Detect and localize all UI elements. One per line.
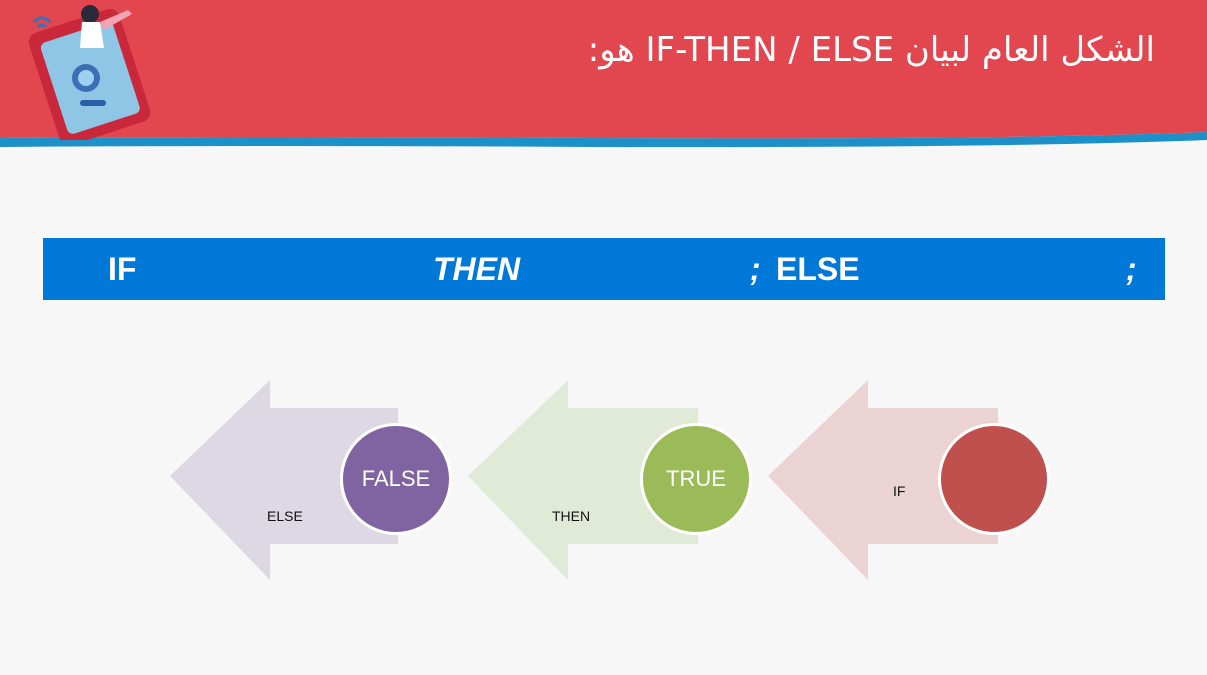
banner-shape [0,0,1207,160]
true-circle [640,423,752,535]
if-keyword: IF [108,251,137,287]
if-circle [938,423,1050,535]
then-keyword: THEN [433,251,521,287]
phone-illustration-icon [20,0,160,140]
flow-diagram [0,370,1207,590]
false-label: FALSE [361,466,431,491]
else-arrow-label: ELSE [267,508,303,524]
true-label: TRUE [666,466,726,491]
else-keyword: ELSE [776,251,860,287]
semicolon-2: ; [1126,251,1137,287]
semicolon-1: ; [750,251,761,287]
syntax-bar [43,238,1165,300]
page-title: الشكل العام لبيان IF-THEN / ELSE هو: [587,30,1155,70]
if-arrow-label: IF [893,483,906,499]
false-circle [340,423,452,535]
then-arrow-label: THEN [552,508,591,524]
header-banner [0,0,1207,160]
